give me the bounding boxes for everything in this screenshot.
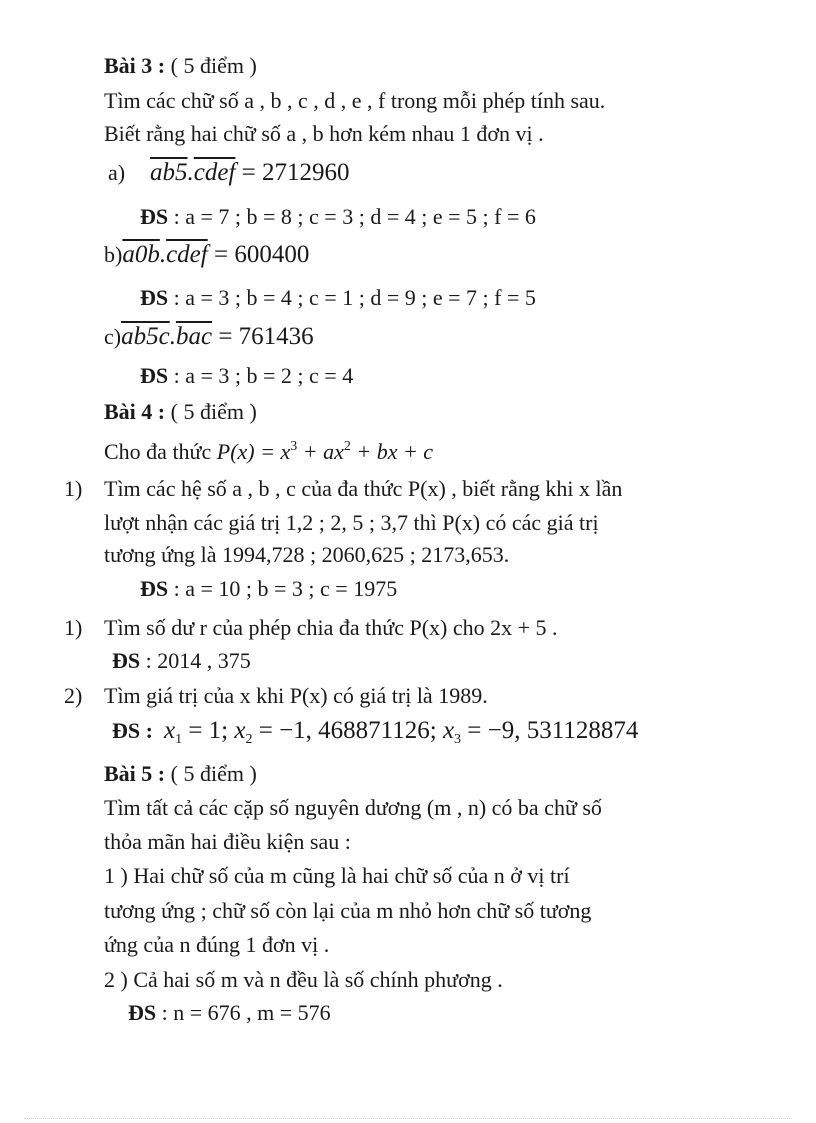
bai4-q1-line1 [64,475,82,503]
bai4-q3-text: Tìm giá trị của x khi P(x) có giá trị là 1989. [104,683,488,708]
bai3-c-equation [104,323,314,351]
bai3-c-answer [140,362,353,390]
bai5-line6: 2 ) Cả hai số m và n đều là số chính phương . [104,967,503,992]
bai4-heading [104,398,257,426]
bai3-a-factor2: cdef [193,159,236,186]
bai4-intro [104,433,433,466]
bai4-q1-ans: : a = 10 ; b = 3 ; c = 1975 [168,576,398,601]
bai5-line1: Tìm tất cả các cặp số nguyên dương (m , n) có ba chữ số [104,795,602,820]
bai3-b-eq: = [207,241,235,268]
bai5-line5: ứng của n đúng 1 đơn vị . [104,932,330,957]
bai3-heading [104,52,257,80]
bai5-ds: ĐS [128,1000,157,1025]
bai4-q3-num: 2) [64,683,83,708]
root-x3-val: = −9, 531128874 [461,717,639,744]
bai4-q2-answer [112,647,251,675]
bai5-line4: tương ứng ; chữ số còn lại của m nhỏ hơn chữ số tương [104,898,592,923]
bai3-c-label: c) [104,324,122,349]
bai4-q1-answer [140,575,397,603]
bai5-line3: 1 ) Hai chữ số của m cũng là hai chữ số của n ở vị trí [104,863,570,888]
poly-lhs: P(x) = x [216,439,291,464]
root-x2-val: = −1, 468871126; [252,717,443,744]
root-x2-sub: 2 [245,732,253,747]
root-x1: x [163,717,176,744]
bai3-b-dot: . [159,241,167,268]
bai3-c-dot: . [169,323,176,350]
bai4-q3-ds: ĐS : [112,718,153,743]
bai3-c-factor2: $\overline{bac}$ [175,323,213,350]
bai3-c-eq: = [212,323,239,350]
bai3-a-eq: = [235,159,262,186]
root-x3-sub: 3 [454,732,462,747]
bai3-line1: Tìm các chữ số a , b , c , d , e , f trong mỗi phép tính sau. [104,88,606,113]
bai3-b-result: 600400 [234,241,310,268]
bai5-points: ( 5 điểm ) [170,761,257,786]
root-x3: x [442,717,455,744]
bai5-heading [104,760,257,788]
bai4-q1-text1: Tìm các hệ số a , b , c của đa thức P(x) , biết rằng khi x lần [104,476,623,501]
bai3-c-result: 761436 [238,323,314,350]
bai5-answer [128,999,331,1027]
bai3-line2: Biết rằng hai chữ số a , b hơn kém nhau 1 đơn vị . [104,121,544,146]
bai5-line2: thỏa mãn hai điều kiện sau : [104,829,351,854]
bai4-q2-ds: ĐS [112,648,141,673]
bai4-q1-text3: tương ứng là 1994,728 ; 2060,625 ; 2173,653. [104,542,510,567]
root-x2: x [234,717,246,744]
bai4-q2-num: 1) [64,615,83,640]
bai3-c-factor1: ab5c [121,323,170,350]
bai4-q1-ds: ĐS [140,576,169,601]
bai3-a-ds: ĐS [140,204,169,229]
root-x1-val: = 1; [182,717,235,744]
bai4-intro-text: Cho đa thức [104,439,217,464]
poly-exp1: 3 [290,439,298,454]
bai3-b-factor1: a0b [122,241,160,268]
bai3-a-ans: : a = 7 ; b = 8 ; c = 3 ; d = 4 ; e = 5 ; f = 6 [168,204,536,229]
bai3-b-label: b) [104,242,123,267]
bai4-q2-ans: : 2014 , 375 [140,648,251,673]
bai4-polynomial [217,439,433,464]
page-bottom-rule [24,1118,792,1119]
bai5-title: Bài 5 : [104,761,166,786]
bai3-b-equation [104,241,309,269]
bai3-b-answer [140,284,536,312]
bai3-a-dot: . [187,159,194,186]
poly-mid: + ax [297,439,344,464]
bai3-b-ans: : a = 3 ; b = 4 ; c = 1 ; d = 9 ; e = 7 ; f = 5 [168,285,536,310]
bai5-ans: : n = 676 , m = 576 [156,1000,331,1025]
bai3-title: Bài 3 : [104,53,166,78]
bai3-points: ( 5 điểm ) [170,53,257,78]
bai4-q1-num: 1) [64,476,83,501]
bai3-c-ds: ĐS [140,363,169,388]
poly-exp2: 2 [343,439,351,454]
root-x1-sub: 1 [175,732,183,747]
bai4-q3-answer [112,717,638,754]
bai3-a-factor1: ab5 [150,159,188,186]
bai3-c-ans: : a = 3 ; b = 2 ; c = 4 [168,363,354,388]
poly-rest: + bx + c [350,439,434,464]
bai3-a-answer [140,203,536,231]
bai3-a-equation [108,159,350,187]
bai3-a-label: a) [108,160,126,185]
bai3-b-factor2: cdef [166,241,208,268]
bai4-q1-text2: lượt nhận các giá trị 1,2 ; 2, 5 ; 3,7 thì P(x) có các giá trị [104,510,599,535]
bai3-a-result: 2712960 [262,159,350,186]
bai3-b-ds: ĐS [140,285,169,310]
bai4-points: ( 5 điểm ) [170,399,257,424]
bai4-title: Bài 4 : [104,399,166,424]
bai4-q2-text: Tìm số dư r của phép chia đa thức P(x) cho 2x + 5 . [104,615,558,640]
